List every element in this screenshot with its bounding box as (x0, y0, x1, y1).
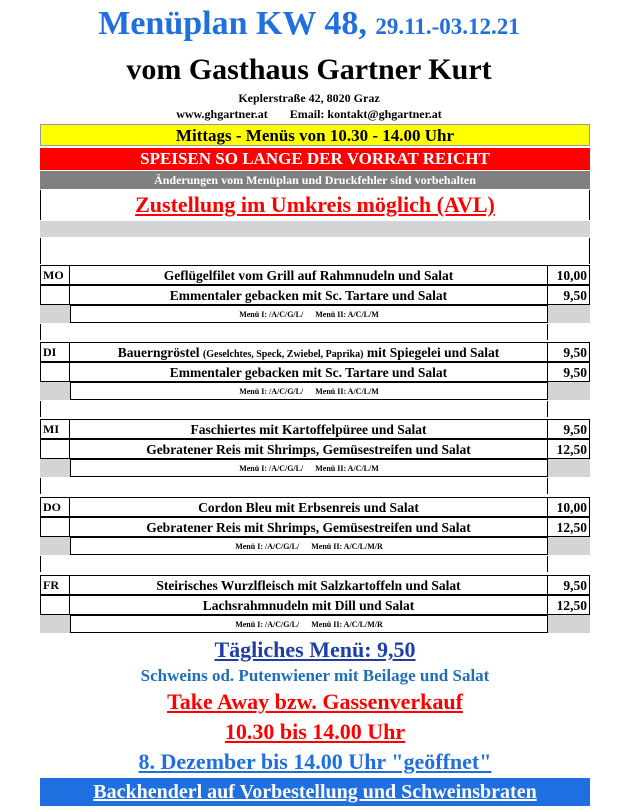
dish-price: 12,50 (548, 439, 590, 459)
dish-name: Gebratener Reis mit Shrimps, Gemüsestreifen und Salat (70, 517, 548, 537)
row-spacer (40, 556, 548, 572)
dish-name: Faschiertes mit Kartoffelpüree und Salat (70, 419, 548, 439)
menu-row-mo-1 (40, 265, 590, 285)
menu-row-mi-2 (40, 439, 590, 459)
december-notice: 8. Dezember bis 14.00 Uhr "geöffnet" (138, 749, 492, 774)
takeaway-hours: 10.30 bis 14.00 Uhr (224, 719, 406, 744)
menu-title (0, 4, 618, 47)
day-label: FR (40, 575, 70, 595)
allergens-menu2: Menü II: A/C/L/M/R (311, 620, 383, 629)
website-link[interactable]: www.ghgartner.at (176, 107, 268, 121)
dish-note: (Geselchtes, Speck, Zwiebel, Paprika) (202, 349, 364, 360)
dish-name: Steirisches Wurzlfleisch mit Salzkartoffeln und Salat (70, 575, 548, 595)
address: Keplerstraße 42, 8020 Graz (238, 91, 380, 105)
allergens-menu2: Menü II: A/C/L/M (315, 464, 379, 473)
changes-band: Änderungen vom Menüplan und Druckfehler sind vorbehalten (40, 171, 590, 189)
day-label: DO (40, 497, 70, 517)
dish-name: Lachsrahmnudeln mit Dill und Salat (70, 595, 548, 615)
contact-line (0, 106, 618, 122)
row-spacer (40, 324, 548, 340)
row-spacer (40, 401, 548, 417)
dish-name: Gebratener Reis mit Shrimps, Gemüsestreifen und Salat (70, 439, 548, 459)
day-label-empty (40, 517, 70, 537)
allergens-menu2: Menü II: A/C/L/M/R (311, 542, 383, 551)
dish-price: 9,50 (548, 419, 590, 439)
day-label-empty (40, 285, 70, 305)
dish-price: 10,00 (548, 497, 590, 517)
dish-name: Cordon Bleu mit Erbsenreis und Salat (70, 497, 548, 517)
allergens-menu1: Menü I: /A/C/G/L/ (239, 387, 304, 396)
dish-price: 9,50 (548, 285, 590, 305)
day-label-empty (40, 439, 70, 459)
title-text: Menüplan KW 48, (98, 5, 367, 42)
menu-row-mo-2 (40, 285, 590, 305)
stock-band: SPEISEN SO LANGE DER VORRAT REICHT (40, 148, 590, 170)
week-dates: 29.11.-03.12.21 (375, 14, 520, 39)
day-label: MO (40, 265, 70, 285)
menu-row-do-1 (40, 497, 590, 517)
day-label-empty (40, 595, 70, 615)
allergens-menu1: Menü I: /A/C/G/L/ (239, 464, 304, 473)
allergens-di (40, 382, 590, 400)
menu-row-mi-1 (40, 419, 590, 439)
dish-price: 9,50 (548, 362, 590, 382)
menu-row-fr-2 (40, 595, 590, 615)
allergens-menu2: Menü II: A/C/L/M (315, 310, 379, 319)
delivery-band: Zustellung im Umkreis möglich (AVL) (40, 190, 590, 220)
spacer-white (40, 238, 590, 264)
dish-price: 12,50 (548, 595, 590, 615)
day-label-empty (40, 362, 70, 382)
menu-row-di-1 (40, 342, 590, 362)
allergens-mo (40, 305, 590, 323)
day-label: DI (40, 342, 70, 362)
menu-row-do-2 (40, 517, 590, 537)
spacer-grey (40, 221, 590, 237)
restaurant-name: vom Gasthaus Gartner Kurt (126, 53, 492, 86)
allergens-menu1: Menü I: /A/C/G/L/ (239, 310, 304, 319)
dish-name: Emmentaler gebacken mit Sc. Tartare und Salat (70, 285, 548, 305)
dish-price: 9,50 (548, 342, 590, 362)
dish-price: 10,00 (548, 265, 590, 285)
menu-row-di-2 (40, 362, 590, 382)
row-spacer (40, 478, 548, 494)
dish-price: 12,50 (548, 517, 590, 537)
daily-menu: Tägliches Menü: 9,50 (214, 637, 416, 662)
hours-band: Mittags - Menüs von 10.30 - 14.00 Uhr (40, 124, 590, 146)
allergens-menu2: Menü II: A/C/L/M (315, 387, 379, 396)
dish-price: 9,50 (548, 575, 590, 595)
email-link[interactable]: Email: kontakt@ghgartner.at (289, 107, 442, 121)
daily-menu-description: Schweins od. Putenwiener mit Beilage und Salat (140, 666, 490, 685)
dish-name: Emmentaler gebacken mit Sc. Tartare und Salat (70, 362, 548, 382)
allergens-fr (40, 615, 590, 633)
allergens-mi (40, 459, 590, 477)
allergens-menu1: Menü I: /A/C/G/L/ (235, 542, 300, 551)
allergens-do (40, 537, 590, 555)
dish-name: Bauerngröstel (Geselchtes, Speck, Zwiebel, Paprika) mit Spiegelei und Salat (70, 342, 548, 362)
takeaway-notice: Take Away bzw. Gassenverkauf (167, 689, 463, 714)
menu-row-fr-1 (40, 575, 590, 595)
allergens-menu1: Menü I: /A/C/G/L/ (235, 620, 300, 629)
preorder-band: Backhenderl auf Vorbestellung und Schweinsbraten (40, 778, 590, 806)
day-label: MI (40, 419, 70, 439)
dish-name: Geflügelfilet vom Grill auf Rahmnudeln und Salat (70, 265, 548, 285)
